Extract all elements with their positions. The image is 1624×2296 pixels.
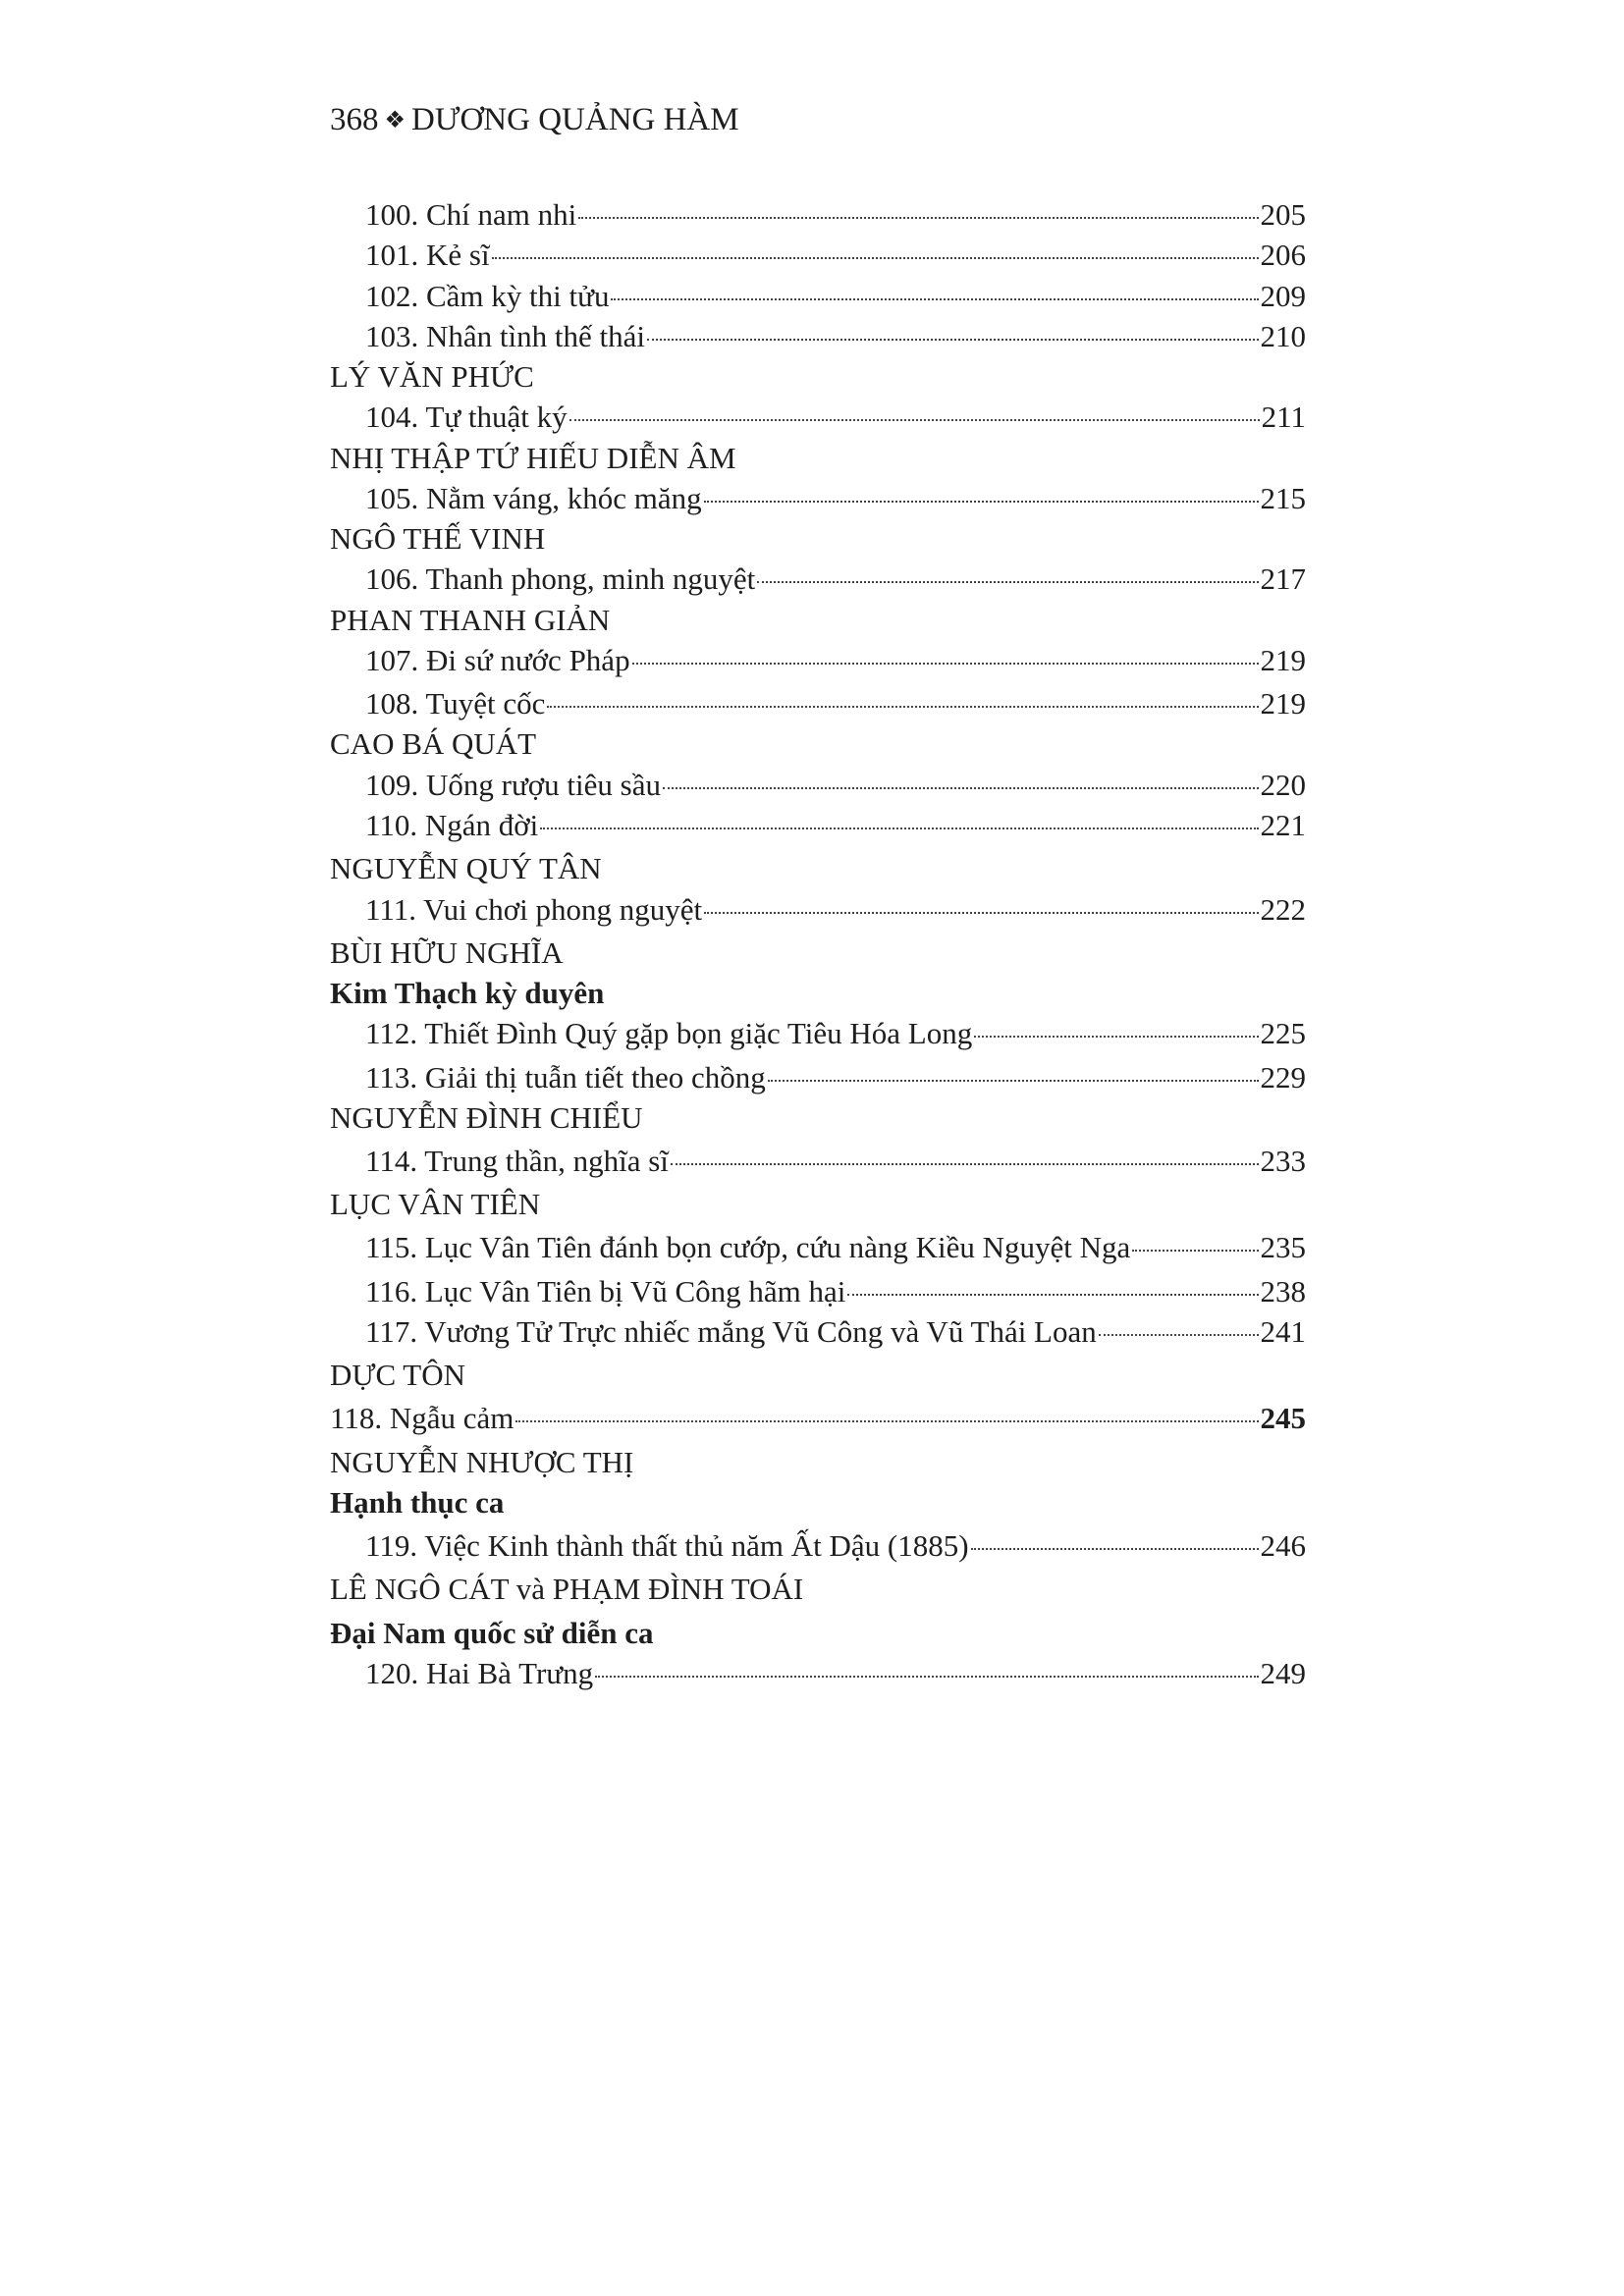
toc-entry-title: 113. Giải thị tuẫn tiết theo chồng (365, 1060, 766, 1095)
toc-page-number: 225 (1260, 1016, 1306, 1050)
dot-leader (611, 298, 1258, 300)
toc-author-heading: LÊ NGÔ CÁT và PHẠM ĐÌNH TOÁI (330, 1572, 804, 1606)
toc-entry-title: 118. Ngẫu cảm (330, 1401, 514, 1435)
toc-entry (330, 1142, 1306, 1181)
toc-entry (330, 560, 1306, 599)
toc-page-number: 220 (1260, 768, 1306, 802)
dot-leader (663, 787, 1259, 789)
toc-page-number: 246 (1260, 1528, 1306, 1563)
toc-page-number: 219 (1260, 643, 1306, 677)
toc-entry-title: 107. Đi sứ nước Pháp (365, 643, 630, 677)
toc-entry (330, 1399, 1306, 1438)
toc-entry (330, 1228, 1306, 1267)
toc-entry (330, 195, 1306, 235)
dot-leader (569, 419, 1260, 421)
toc-entry (330, 684, 1306, 723)
toc-page-number: 233 (1260, 1144, 1306, 1178)
toc-entry (330, 317, 1306, 356)
toc-author-heading: NHỊ THẬP TỨ HIẾU DIỄN ÂM (330, 441, 736, 475)
dot-leader (632, 663, 1259, 665)
toc-author-heading: NGUYỄN QUÝ TÂN (330, 851, 602, 885)
toc-author-heading: LÝ VĂN PHỨC (330, 359, 534, 394)
dot-leader (704, 501, 1259, 503)
dot-leader (768, 1080, 1259, 1082)
toc-entry-title: 105. Nằm váng, khóc măng (365, 481, 702, 515)
toc-entry-title: 115. Lục Vân Tiên đánh bọn cướp, cứu nàng Kiều Nguyệt Nga (365, 1230, 1131, 1264)
diamond-separator-icon: ❖ (384, 108, 406, 133)
toc-author-heading: CAO BÁ QUÁT (330, 726, 537, 761)
dot-leader (492, 257, 1259, 259)
dot-leader (1099, 1334, 1259, 1336)
toc-entry-title: 111. Vui chơi phong nguyệt (365, 892, 703, 927)
toc-page-number: 249 (1260, 1656, 1306, 1690)
toc-author-heading: NGÔ THẾ VINH (330, 521, 546, 556)
toc-author-heading: DỰC TÔN (330, 1358, 466, 1392)
dot-leader (578, 217, 1258, 219)
toc-entry-title: 117. Vương Tử Trực nhiếc mắng Vũ Công và Vũ Thái Loan (365, 1314, 1097, 1349)
toc-entry-title: 110. Ngán đời (365, 808, 539, 842)
toc-page-number: 209 (1260, 279, 1306, 313)
toc-page-number: 229 (1260, 1060, 1306, 1095)
toc-entry (330, 479, 1306, 518)
toc-page-number: 241 (1260, 1314, 1306, 1349)
toc-entry (330, 277, 1306, 316)
dot-leader (547, 706, 1258, 708)
toc-entry-title: 108. Tuyệt cốc (365, 686, 546, 721)
toc-entry (330, 1272, 1306, 1311)
toc-work-heading: Kim Thạch kỳ duyên (330, 976, 605, 1010)
toc-page-number: 205 (1260, 197, 1306, 232)
dot-leader (971, 1548, 1259, 1550)
page-header (330, 98, 739, 144)
toc-entry (330, 1058, 1306, 1097)
toc-entry (330, 641, 1306, 680)
toc-entry-title: 109. Uống rượu tiêu sầu (365, 768, 661, 802)
toc-work-heading: Hạnh thục ca (330, 1485, 505, 1520)
toc-entry (330, 1654, 1306, 1693)
toc-entry (330, 766, 1306, 805)
dot-leader (704, 912, 1258, 914)
toc-page-number: 235 (1260, 1230, 1306, 1264)
toc-entry (330, 236, 1306, 275)
dot-leader (1132, 1250, 1258, 1252)
toc-entry-title: 102. Cầm kỳ thi tửu (365, 279, 610, 313)
toc-author-heading: PHAN THANH GIẢN (330, 603, 611, 637)
toc-entry (330, 806, 1306, 845)
running-title: DƯƠNG QUẢNG HÀM (411, 102, 739, 137)
toc-entry-title: 114. Trung thần, nghĩa sĩ (365, 1144, 669, 1178)
dot-leader (671, 1163, 1259, 1165)
toc-work-heading: Đại Nam quốc sử diễn ca (330, 1616, 654, 1650)
toc-entry (330, 398, 1306, 437)
page-number: 368 (330, 102, 379, 137)
toc-entry-title: 116. Lục Vân Tiên bị Vũ Công hãm hại (365, 1274, 846, 1308)
dot-leader (595, 1676, 1258, 1678)
toc-entry-title: 120. Hai Bà Trưng (365, 1656, 594, 1690)
toc-entry (330, 1526, 1306, 1566)
toc-page-number: 210 (1260, 319, 1306, 353)
dot-leader (515, 1420, 1258, 1422)
toc-entry (330, 890, 1306, 930)
toc-entry-title: 106. Thanh phong, minh nguyệt (365, 561, 756, 596)
toc-author-heading: NGUYỄN NHƯỢC THỊ (330, 1445, 634, 1479)
toc-entry (330, 1014, 1306, 1053)
toc-page-number: 219 (1260, 686, 1306, 721)
toc-page-number: 206 (1260, 238, 1306, 272)
toc-author-heading: NGUYỄN ĐÌNH CHIỂU (330, 1100, 643, 1135)
toc-entry-title: 112. Thiết Đình Quý gặp bọn giặc Tiêu Hóa Long (365, 1016, 973, 1050)
dot-leader (847, 1294, 1258, 1296)
toc-page-number: 221 (1260, 808, 1306, 842)
toc-author-heading: BÙI HỮU NGHĨA (330, 935, 564, 970)
toc-page-number: 245 (1260, 1401, 1306, 1435)
toc-entry-title: 103. Nhân tình thế thái (365, 319, 645, 353)
toc-page-number: 238 (1260, 1274, 1306, 1308)
dot-leader (757, 581, 1258, 583)
toc-page-number: 217 (1260, 561, 1306, 596)
table-of-contents (330, 195, 1306, 1713)
dot-leader (974, 1036, 1258, 1038)
dot-leader (540, 828, 1258, 829)
toc-entry-title: 100. Chí nam nhi (365, 197, 577, 232)
toc-page-number: 222 (1260, 892, 1306, 927)
toc-entry-title: 104. Tự thuật ký (365, 400, 568, 434)
dot-leader (647, 339, 1259, 341)
toc-author-heading: LỤC VÂN TIÊN (330, 1187, 541, 1221)
toc-entry-title: 119. Việc Kinh thành thất thủ năm Ất Dậu (1885) (365, 1528, 969, 1563)
toc-page-number: 211 (1261, 400, 1306, 434)
toc-entry-title: 101. Kẻ sĩ (365, 238, 490, 272)
toc-entry (330, 1312, 1306, 1352)
toc-page-number: 215 (1260, 481, 1306, 515)
